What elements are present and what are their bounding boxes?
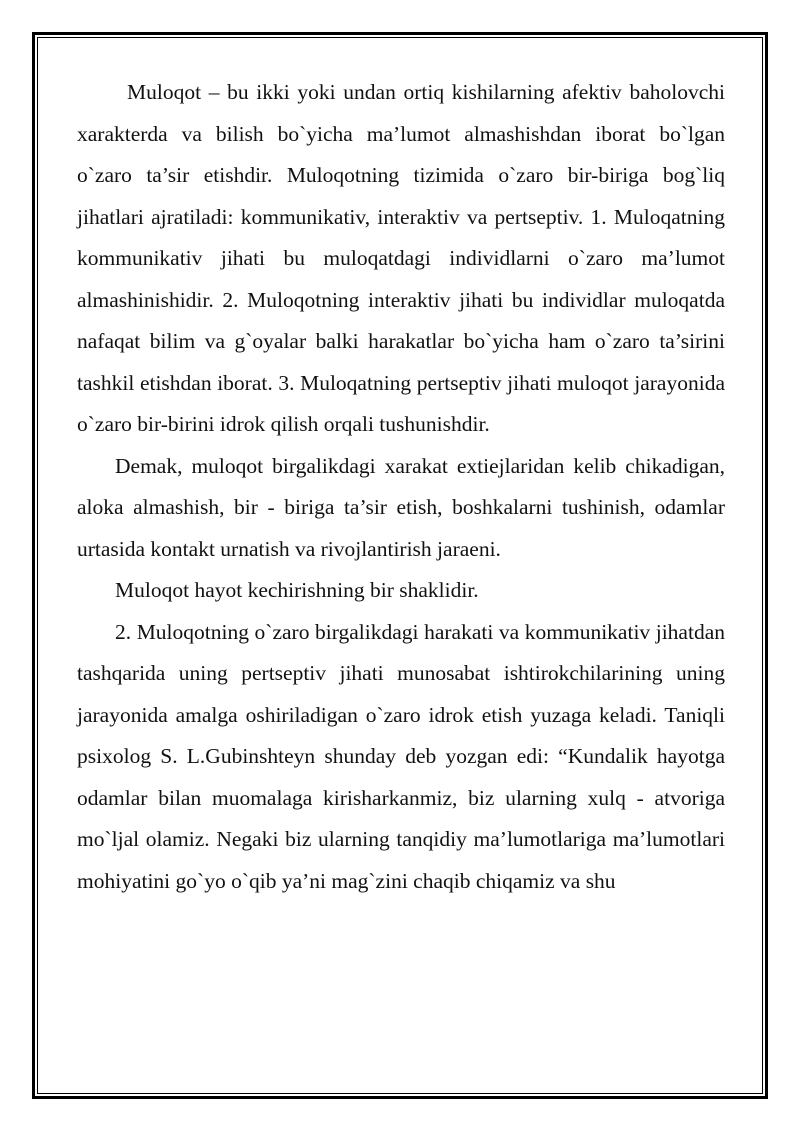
paragraph-muloqot-definition: Muloqot – bu ikki yoki undan ortiq kishilarning afektiv baholovchi xarakterda va bilish bo`yicha ma’lumot almashishdan iborat bo`lgan o`zaro ta’sir etishdir. Muloqotning tizimida o`zaro bir-biriga bog`liq jihatlari ajratiladi: kommunikativ, interaktiv va pertseptiv. 1. Muloqatning kommunikativ jihati bu muloqatdagi individlarni o`zaro ma’lumot almashinishidir. 2. Muloqotning interaktiv jihati bu individlar muloqatda nafaqat bilim va g`oyalar balki harakatlar bo`yicha ham o`zaro ta’sirini tashkil etishdan iborat. 3. Muloqatning pertseptiv jihati muloqot jarayonida o`zaro bir-birini idrok qilish orqali tushunishdir. bbox=[77, 80, 725, 436]
document-body bbox=[77, 72, 725, 902]
paragraph-pertseptiv-jihati: 2. Muloqotning o`zaro birgalikdagi harakati va kommunikativ jihatdan tashqarida uning pertseptiv jihati munosabat ishtirokchilarining uning jarayonida amalga oshiriladigan o`zaro idrok etish yuzaga keladi. Taniqli psixolog S. L.Gubinshteyn shunday deb yozgan edi: “Kundalik hayotga odamlar bilan muomalaga kirisharkanmiz, biz ularning xulq - atvoriga mo`ljal olamiz. Negaki biz ularning tanqidiy ma’lumotlariga ma’lumotlari mohiyatini go`yo o`qib ya’ni mag`zini chaqib chiqamiz va shu bbox=[77, 619, 725, 893]
paragraph-demak: Demak, muloqot birgalikdagi xarakat extiejlaridan kelib chikadigan, aloka almashish, bir - biriga ta’sir etish, boshkalarni tushinish, odamlar urtasida kontakt urnatish va rivojlantirish jaraeni. bbox=[77, 453, 725, 561]
paragraph-hayot-shakli: Muloqot hayot kechirishning bir shaklidir. bbox=[115, 578, 479, 602]
